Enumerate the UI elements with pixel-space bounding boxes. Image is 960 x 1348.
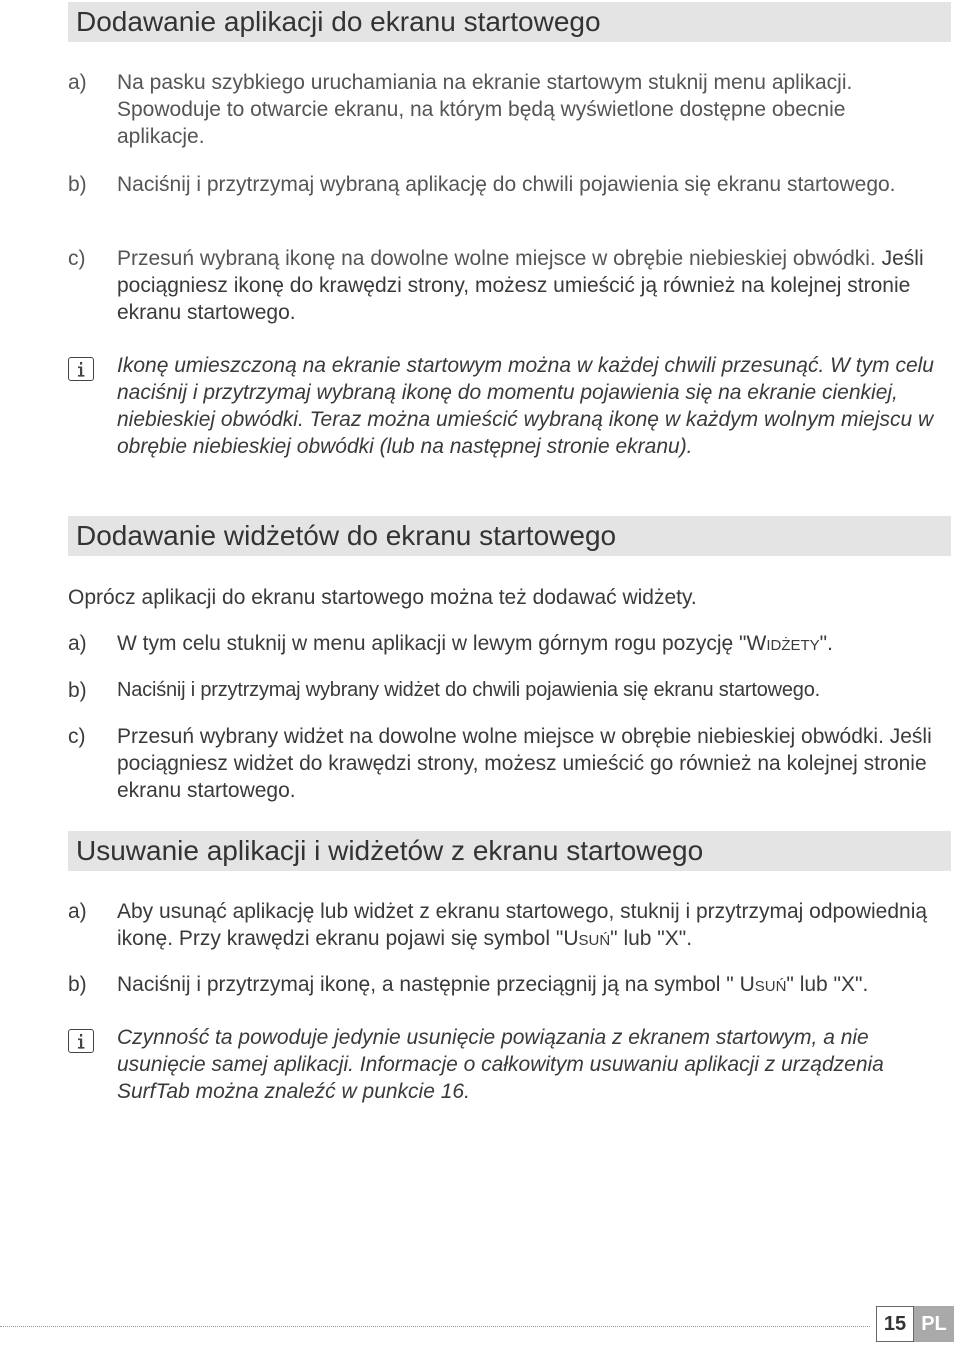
list-item xyxy=(68,723,938,804)
list-letter: b) xyxy=(68,173,87,196)
info-icon xyxy=(68,1029,94,1053)
menu-term: Usuń xyxy=(739,973,787,996)
list-text xyxy=(117,245,937,326)
info-icon xyxy=(68,357,94,381)
list-text: Naciśnij i przytrzymaj wybrany widżet do chwili pojawienia się ekranu startowego. xyxy=(117,679,820,701)
list-item xyxy=(68,971,938,998)
info-note xyxy=(68,352,948,492)
list-text-part: " lub "X". xyxy=(610,927,693,950)
menu-term: Widżety xyxy=(746,632,820,655)
list-letter: c) xyxy=(68,247,86,270)
list-text xyxy=(117,971,937,998)
list-text-part: Jeśli pociągniesz ikonę do krawędzi strony, możesz umieścić ją również na kolejnej stronie ekranu startowego. xyxy=(117,247,924,324)
list-text xyxy=(117,898,937,952)
note-text: Ikonę umieszczoną na ekranie startowym można w każdej chwili przesunąć. W tym celu naciśnij i przytrzymaj wybraną ikonę do momentu pojawienia się na ekranie cienkiej, niebieskiej obwódki. Teraz można umieścić wybraną ikonę w każdym wolnym miejscu w obrębie niebieskiej obwódki (lub na następnej stronie ekranu). xyxy=(117,354,934,458)
list-text-part: Naciśnij i przytrzymaj ikonę, a następnie przeciągnij ją na symbol " xyxy=(117,973,740,996)
list-text-part: Aby usunąć aplikację lub widżet z ekranu startowego, stuknij i przytrzymaj odpowiednią ikonę. Przy krawędzi ekranu pojawi się symbol " xyxy=(117,900,928,950)
section-heading-add-widgets: Dodawanie widżetów do ekranu startowego xyxy=(68,516,951,556)
section-intro: Oprócz aplikacji do ekranu startowego można też dodawać widżety. xyxy=(68,586,697,609)
list-item xyxy=(68,245,938,326)
list-letter: a) xyxy=(68,900,87,923)
list-text-part: ". xyxy=(819,632,833,655)
info-note xyxy=(68,1024,948,1108)
list-letter: b) xyxy=(68,679,87,702)
list-item xyxy=(68,898,938,952)
list-text: Na pasku szybkiego uruchamiania na ekranie startowym stuknij menu aplikacji. Spowoduje to otwarcie ekranu, na którym będą wyświetlone dostępne obecnie aplikacje. xyxy=(117,71,853,148)
list-item xyxy=(68,630,938,657)
list-text xyxy=(117,630,937,657)
note-text: Czynność ta powoduje jedynie usunięcie powiązania z ekranem startowym, a nie usunięcie samej aplikacji. Informacje o całkowitym usuwaniu aplikacji z urządzenia SurfTab można znaleźć w punkcie 16. xyxy=(117,1026,884,1103)
list-text-part: Przesuń wybraną ikonę na dowolne wolne miejsce w obrębie niebieskiej obwódki. xyxy=(117,247,876,270)
language-badge: PL xyxy=(914,1306,954,1342)
list-text: Naciśnij i przytrzymaj wybraną aplikację do chwili pojawienia się ekranu startowego. xyxy=(117,173,896,196)
list-letter: a) xyxy=(68,632,87,655)
list-item xyxy=(68,677,938,704)
list-letter: b) xyxy=(68,973,87,996)
list-item xyxy=(68,69,938,150)
list-text-part: W tym celu stuknij w menu aplikacji w lewym górnym rogu pozycję " xyxy=(117,632,747,655)
list-item xyxy=(68,171,938,225)
list-text: Przesuń wybrany widżet na dowolne wolne miejsce w obrębie niebieskiej obwódki. Jeśli pociągniesz widżet do krawędzi strony, możesz umieścić go również na kolejnej stronie ekranu startowego. xyxy=(117,725,932,802)
footer-divider xyxy=(0,1326,870,1327)
section-heading-add-apps: Dodawanie aplikacji do ekranu startowego xyxy=(68,2,951,42)
list-letter: a) xyxy=(68,71,87,94)
section-heading-remove: Usuwanie aplikacji i widżetów z ekranu startowego xyxy=(68,831,951,871)
list-text-part: " lub "X". xyxy=(786,973,869,996)
page-number: 15 xyxy=(876,1306,914,1342)
menu-term: Usuń xyxy=(563,927,611,950)
list-letter: c) xyxy=(68,725,86,748)
